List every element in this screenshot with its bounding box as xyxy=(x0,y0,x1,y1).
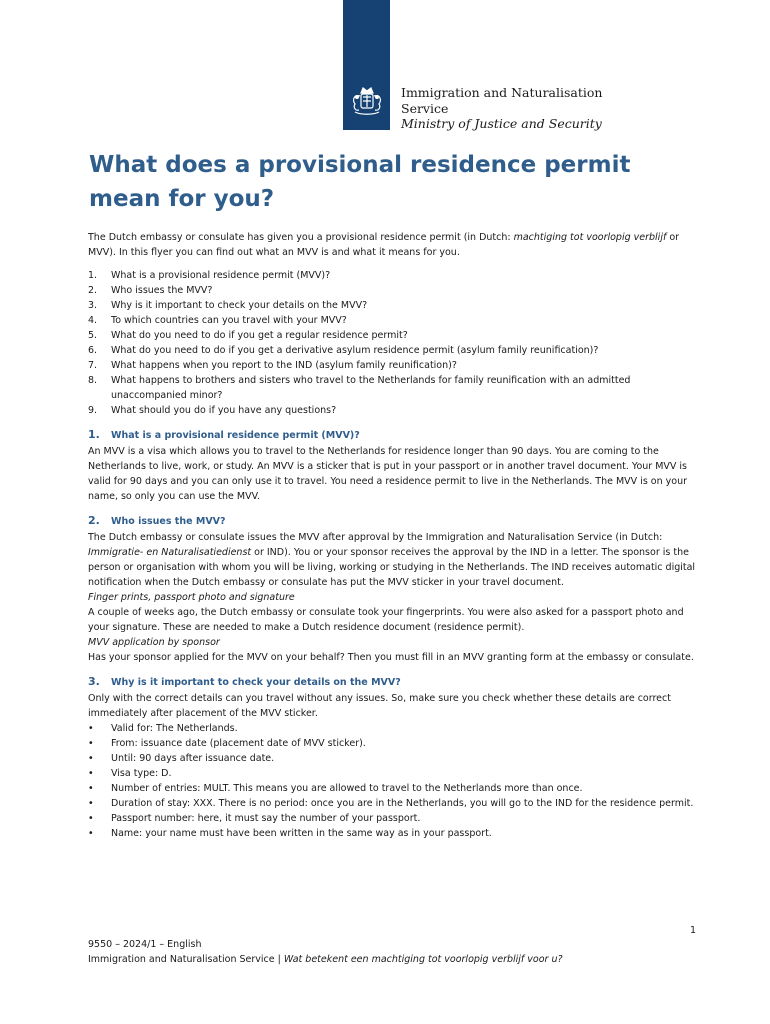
fingerprints-body: A couple of weeks ago, the Dutch embassy or consulate took your fingerprints. You were also asked for a passport photo and your signature. These are needed to make a Dutch residence document (residence permit). xyxy=(88,607,684,633)
coat-of-arms-icon xyxy=(349,84,385,118)
intro-dutch-term: machtiging tot voorlopig verblijf xyxy=(513,232,667,243)
list-item: • Duration of stay: XXX. There is no period: once you are in the Netherlands, you will go to the IND for the residence permit. xyxy=(88,798,694,809)
toc-item: 4. To which countries can you travel with your MVV? xyxy=(88,315,347,326)
section-2-heading: 2. Who issues the MVV? xyxy=(88,514,226,527)
toc-item: 6. What do you need to do if you get a derivative asylum residence permit (asylum family reunification)? xyxy=(88,345,599,356)
agency-name xyxy=(401,85,602,132)
intro-text-2: or MVV). In this flyer you can find out what an MVV is and what it means for you. xyxy=(88,232,680,258)
mvv-details-list xyxy=(88,721,698,841)
sponsor-body: Has your sponsor applied for the MVV on your behalf? Then you must fill in an MVV granting form at the embassy or consulate. xyxy=(88,652,694,663)
sponsor-subheading: MVV application by sponsor xyxy=(88,637,220,648)
ind-dutch-name: Immigratie- en Naturalisatiedienst xyxy=(88,547,252,558)
fingerprints-subheading: Finger prints, passport photo and signature xyxy=(88,592,295,603)
toc-item: 3. Why is it important to check your details on the MVV? xyxy=(88,300,368,311)
toc-item: 2. Who issues the MVV? xyxy=(88,285,213,296)
list-item: • From: issuance date (placement date of MVV sticker). xyxy=(88,738,366,749)
table-of-contents xyxy=(88,268,698,418)
intro-paragraph xyxy=(88,230,698,260)
intro-text-1: The Dutch embassy or consulate has given you a provisional residence permit (in Dutch: xyxy=(88,232,514,243)
page-title: What does a provisional residence permit mean for you? xyxy=(89,152,631,212)
toc-item: 1. What is a provisional residence permit (MVV)? xyxy=(88,270,331,281)
toc-item: 9. What should you do if you have any questions? xyxy=(88,405,337,416)
footer-source: Immigration and Naturalisation Service | Wat betekent een machtiging tot voorlopig verblijf voor u? xyxy=(88,954,563,965)
list-item: • Number of entries: MULT. This means you are allowed to travel to the Netherlands more than once. xyxy=(88,783,583,794)
list-item: • Visa type: D. xyxy=(88,768,172,779)
toc-item: 5. What do you need to do if you get a regular residence permit? xyxy=(88,330,408,341)
section-1-heading: 1. What is a provisional residence permit (MVV)? xyxy=(88,428,360,441)
section-1-body: An MVV is a visa which allows you to travel to the Netherlands for residence longer than 90 days. You are coming to the Netherlands to live, work, or study. An MVV is a sticker that is put in your passport or in another travel document. Your MVV is valid for 90 days and you can only use it to travel. You need a residence permit to live in the Netherlands. The MVV is on your name, so only you can use the MVV. xyxy=(88,446,688,502)
list-item: • Until: 90 days after issuance date. xyxy=(88,753,275,764)
toc-item: 8. What happens to brothers and sisters who travel to the Netherlands for family reunification with an admitted unaccompanied minor? xyxy=(88,375,631,401)
toc-item: 7. What happens when you report to the IND (asylum family reunification)? xyxy=(88,360,457,371)
section-3-body: Only with the correct details can you travel without any issues. So, make sure you check whether these details are correct immediately after placement of the MVV sticker. xyxy=(88,693,671,719)
document-body xyxy=(88,230,698,841)
logo-bar xyxy=(343,0,390,130)
agency-line-1: Immigration and Naturalisation xyxy=(401,85,603,100)
list-item: • Valid for: The Netherlands. xyxy=(88,723,238,734)
section-2-body: The Dutch embassy or consulate issues the MVV after approval by the Immigration and Naturalisation Service (in Dutch: Immigratie- en Naturalisatiedienst or IND). You or your sponsor receives the approval by the IND in a letter. The sponsor is the person or organisation with whom you will be living, working or studying in the Netherlands. The IND receives automatic digital notification when the Dutch embassy or consulate has put the MVV sticker in your travel document. xyxy=(88,532,696,588)
list-item: • Passport number: here, it must say the number of your passport. xyxy=(88,813,421,824)
page-number: 1 xyxy=(690,925,697,936)
footer xyxy=(88,937,563,967)
list-item: • Name: your name must have been written in the same way as in your passport. xyxy=(88,828,492,839)
footer-code: 9550 – 2024/1 – English xyxy=(88,939,202,950)
ministry-name: Ministry of Justice and Security xyxy=(401,116,602,131)
agency-line-2: Service xyxy=(401,100,449,116)
section-3-heading: 3. Why is it important to check your details on the MVV? xyxy=(88,675,401,688)
footer-dutch-title: Wat betekent een machtiging tot voorlopig verblijf voor u? xyxy=(283,954,563,965)
